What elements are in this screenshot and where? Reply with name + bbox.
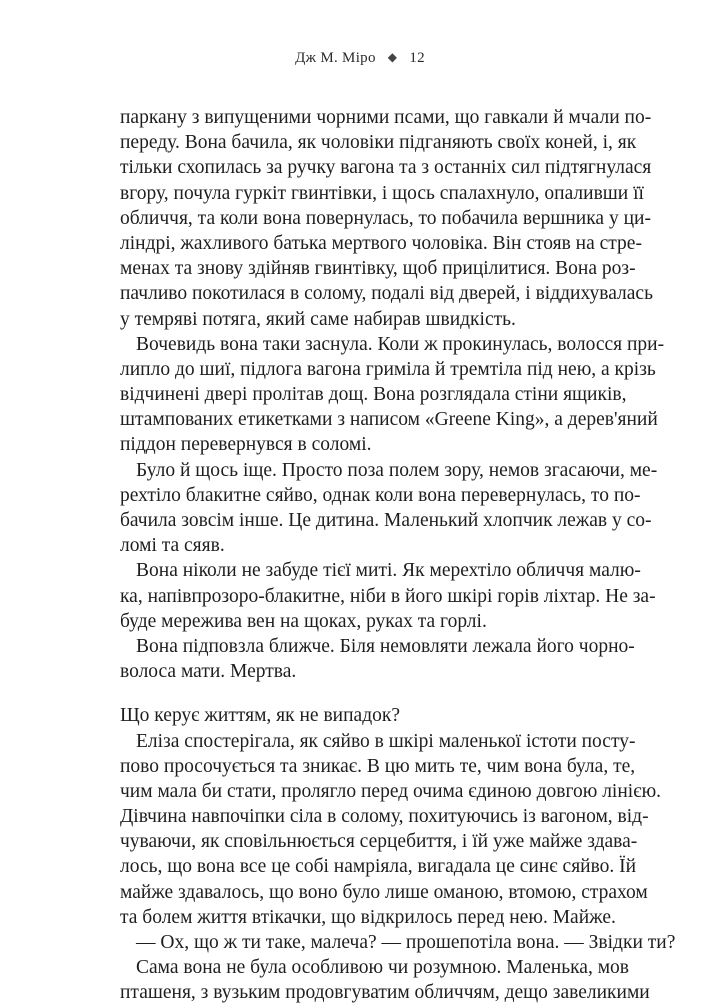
text-line: чим мала би стати, пролягло перед очима єдиною довгою лінією. <box>120 780 662 802</box>
text-line: майже здавалось, що воно було лише оманою, втомою, страхом <box>120 881 648 903</box>
header-author: Дж М. Міро <box>295 50 376 66</box>
text-line: менах та знову здійняв гвинтівку, щоб прицілитися. Вона роз- <box>120 258 636 280</box>
text-line: Що керує життям, як не випадок? <box>120 705 400 727</box>
text-line: тільки схопилась за ручку вагона та з останніх сил підтягнулася <box>120 157 652 179</box>
text-line: та болем життя втікачки, що відкрилось перед нею. Майже. <box>120 906 616 928</box>
text-line: Було й щось іще. Просто поза полем зору, немов згасаючи, ме- <box>136 459 658 481</box>
text-line: пташеня, з вузьким продовгуватим обличчям, дещо завеликими <box>120 982 650 1004</box>
text-line: Дівчина навпочіпки сіла в солому, похитуючись із вагоном, від- <box>120 806 649 828</box>
text-line: штампованих етикетками з написом «Greene King», а дерев'яний <box>120 409 658 431</box>
text-line: лось, що вона все це собі намріяла, вигадала це синє сяйво. Їй <box>120 856 637 878</box>
text-line: — Ох, що ж ти таке, малеча? — прошепотіла вона. — Звідки ти? <box>136 932 676 953</box>
text-line: переду. Вона бачила, як чоловіки підганяють своїх коней, і, як <box>120 132 637 154</box>
text-line: чуваючи, як сповільнюється серцебиття, і їй уже майже здава- <box>120 831 638 853</box>
text-line: Вона підповзла ближче. Біля немовляти лежала його чорно- <box>136 635 635 657</box>
section-break <box>120 684 618 703</box>
text-line: Сама вона не була особливою чи розумною. Маленька, мов <box>136 957 630 979</box>
text-line: волоса мати. Мертва. <box>120 661 297 683</box>
text-line: паркану з випущеними чорними псами, що гавкали й мчали по- <box>120 107 652 128</box>
text-line: Вочевидь вона таки заснула. Коли ж прокинулась, волосся при- <box>136 333 665 355</box>
text-line: пово просочується та зникає. В цю мить те, чим вона була, те, <box>120 755 636 777</box>
text-line: ка, напівпрозоро-блакитне, ніби в його шкірі горів ліхтар. Не за- <box>120 585 656 607</box>
text-line: пачливо покотилася в солому, подалі від дверей, і віддихувалась <box>120 283 653 305</box>
text-line: ліндрі, жахливого батька мертвого чоловіка. Він стояв на стре- <box>120 232 642 254</box>
text-line: рехтіло блакитне сяйво, однак коли вона перевернулась, то по- <box>120 484 641 506</box>
header-separator-icon: ◆ <box>387 50 398 64</box>
text-line: відчинені двері пролітав дощ. Вона розглядала стіни ящиків, <box>120 384 627 406</box>
text-line: вгору, почула гуркіт гвинтівки, і щось спалахнуло, опаливши її <box>120 182 644 204</box>
text-line: у темряві потяга, який саме набирав швидкість. <box>120 308 516 330</box>
text-line: буде мережива вен на щоках, руках та горлі. <box>120 610 487 632</box>
text-line: ломі та сяяв. <box>120 535 225 557</box>
text-line: Вона ніколи не забуде тієї миті. Як мерехтіло обличчя малю- <box>136 560 641 582</box>
text-line: Еліза спостерігала, як сяйво в шкірі маленької істоти посту- <box>136 730 636 752</box>
text-line: піддон перевернувся в соломі. <box>120 434 372 456</box>
text-line: бачила зовсім інше. Це дитина. Маленький хлопчик лежав у со- <box>120 510 652 531</box>
body-text <box>120 105 676 1006</box>
page-number: 12 <box>409 50 425 66</box>
running-header <box>0 50 720 67</box>
text-line: липло до шиї, підлога вагона гриміла й тремтіла під нею, а крізь <box>120 358 656 380</box>
text-line: обличчя, та коли вона повернулась, то побачила вершника у ци- <box>120 207 651 229</box>
